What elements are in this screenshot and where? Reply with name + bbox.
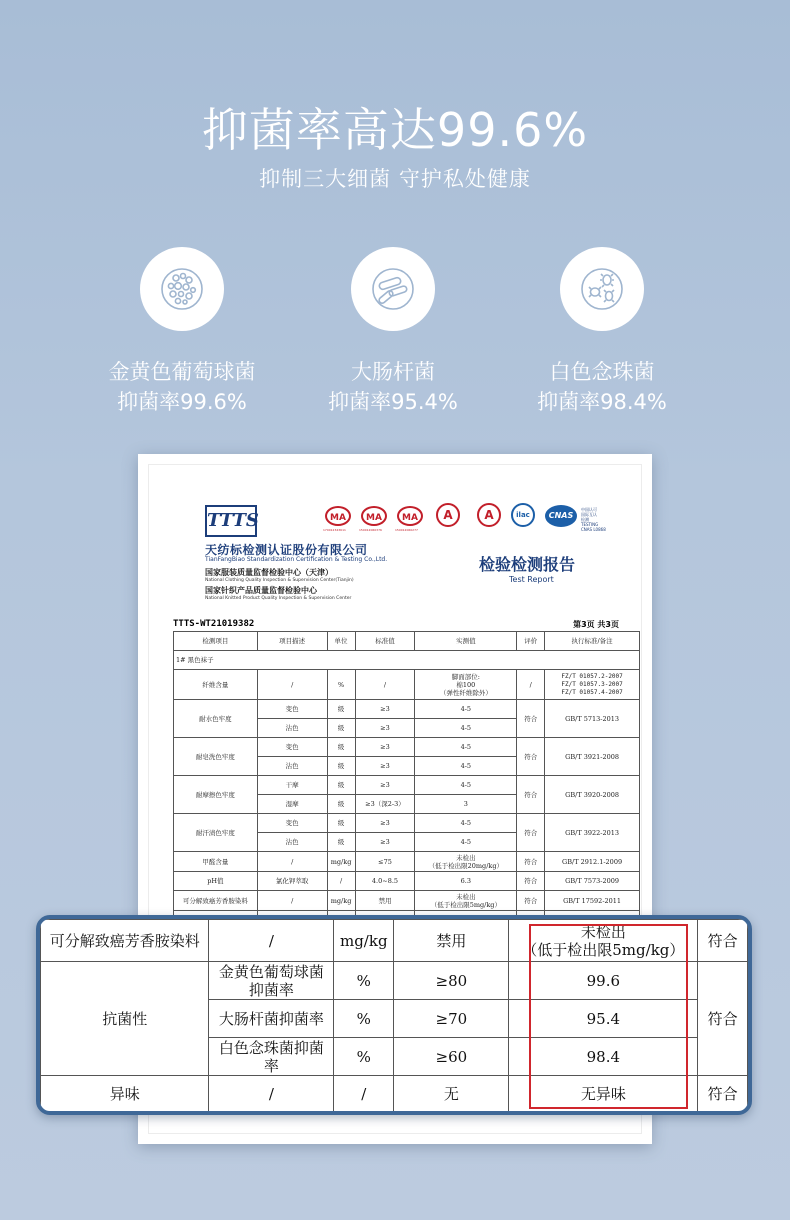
unit-cell: mg/kg — [334, 920, 394, 962]
hero-subtitle: 抑制三大细菌 守护私处健康 — [259, 167, 531, 191]
document-number: TTTS-WT21019382 — [173, 619, 255, 629]
table-header-row — [174, 632, 640, 651]
table-row — [41, 920, 748, 962]
unit-cell: / — [334, 1076, 394, 1112]
table-row — [41, 1076, 748, 1112]
standard-cell: ≥70 — [394, 1000, 509, 1038]
unit-cell: % — [334, 962, 394, 1000]
table-row: 纤维含量 / % / 脚面部位: 棉100 （弹性纤维除外） / FZ/T 01057.2-2007 FZ/T 01057.3-2007 FZ/T 01057.4-2007 — [174, 670, 640, 700]
table-row: 耐摩擦色牢度 干摩 级 ≥3 4-5 符合 GB/T 3920-2008 — [174, 776, 640, 795]
cal-mark-1: A — [436, 503, 460, 527]
cma-seal-3: MA — [397, 506, 423, 526]
sample-row: 1# 黑色袜子 — [174, 651, 640, 670]
zoomed-results-table — [40, 919, 748, 1112]
col-header: 执行标准/备注 — [545, 632, 640, 651]
feature-rate: 抑菌率99.6% — [117, 390, 247, 414]
ilac-mark: ilac — [511, 503, 535, 527]
table-row: 耐水色牢度 变色 级 ≥3 4-5 符合 GB/T 5713-2013 — [174, 700, 640, 719]
unit-cell: % — [334, 1000, 394, 1038]
cma-seal-2-code: 150012060376 — [359, 528, 382, 532]
rod-bacteria-icon — [351, 247, 435, 331]
col-header: 评价 — [517, 632, 545, 651]
cma-seal-2: MA — [361, 506, 387, 526]
col-header: 检测项目 — [174, 632, 258, 651]
org-name-en: TianFangBiao Standardization Certification & Testing Co.,Ltd. — [205, 556, 388, 563]
cma-seal-3-code: 150012060277 — [395, 528, 418, 532]
page-indicator: 第3页 共3页 — [573, 620, 619, 629]
standard-cell: ≥60 — [394, 1038, 509, 1076]
zoomed-table-panel — [36, 915, 752, 1115]
desc-cell: 白色念珠菌抑菌率 — [209, 1038, 334, 1076]
report-title-en: Test Report — [509, 575, 554, 584]
report-table — [173, 631, 640, 930]
item-cell: 抗菌性 — [41, 962, 209, 1076]
cma-seal-1: MA — [325, 506, 351, 526]
table-row: 可分解致癌芳香胺染料 / mg/kg 禁用 未检出 （低于检出限5mg/kg） 符合 GB/T 17592-2011 — [174, 891, 640, 911]
standard-cell: ≥80 — [394, 962, 509, 1000]
feature-name: 大肠杆菌 — [351, 360, 435, 384]
hero-title: 抑菌率高达99.6% — [201, 103, 589, 157]
item-cell: 异味 — [41, 1076, 209, 1112]
desc-cell: 大肠杆菌抑菌率 — [209, 1000, 334, 1038]
feature-rate: 抑菌率98.4% — [537, 390, 667, 414]
cocci-bacteria-icon — [140, 247, 224, 331]
cma-seal-1-code: 170012343611 — [323, 528, 346, 532]
org-name-cn: 天纺标检测认证股份有限公司 — [205, 543, 368, 557]
unit-cell: % — [334, 1038, 394, 1076]
col-header: 实测值 — [415, 632, 517, 651]
table-row: 甲醛含量 / mg/kg ≤75 未检出 （低于检出限20mg/kg） 符合 GB/T 2912.1-2009 — [174, 852, 640, 872]
cal-mark-2: A — [477, 503, 501, 527]
cnas-mark: CNAS — [545, 505, 577, 527]
col-header: 单位 — [327, 632, 355, 651]
eval-cell: 符合 — [698, 920, 748, 962]
feature-rate: 抑菌率95.4% — [328, 390, 458, 414]
table-row: 沾色 级 ≥3 4-5 — [174, 719, 640, 738]
col-header: 标准值 — [355, 632, 415, 651]
desc-cell: 金黄色葡萄球菌抑菌率 — [209, 962, 334, 1000]
feature-ecoli — [283, 247, 503, 417]
item-cell: 可分解致癌芳香胺染料 — [41, 920, 209, 962]
desc-cell: / — [209, 1076, 334, 1112]
feature-staphylococcus — [72, 247, 292, 417]
knitted-center-en: National Knitted Product Quality Inspection & Supervision Center — [205, 596, 352, 601]
knitted-center-cn: 国家针织产品质量监督检验中心 — [205, 586, 317, 595]
standard-cell: 禁用 — [394, 920, 509, 962]
clothing-center-en: National Clothing Quality Inspection & Supervision Center(Tianjin) — [205, 578, 354, 583]
table-row: 湿摩 级 ≥3（深2-3） 3 — [174, 795, 640, 814]
standard-cell: 无 — [394, 1076, 509, 1112]
col-header: 项目描述 — [257, 632, 327, 651]
table-row: pH值 氯化钾萃取 / 4.0~8.5 6.3 符合 GB/T 7573-2009 — [174, 872, 640, 891]
measured-cell: 无异味 — [509, 1076, 698, 1112]
measured-cell: 95.4 — [509, 1000, 698, 1038]
table-row: 沾色 级 ≥3 4-5 — [174, 757, 640, 776]
fungus-cells-icon — [560, 247, 644, 331]
measured-cell: 98.4 — [509, 1038, 698, 1076]
measured-cell: 未检出 （低于检出限5mg/kg） — [509, 920, 698, 962]
ttts-logo: TTTS — [205, 505, 257, 537]
desc-cell: / — [209, 920, 334, 962]
eval-cell: 符合 — [698, 1076, 748, 1112]
feature-name: 金黄色葡萄球菌 — [108, 360, 256, 384]
table-row: 耐皂洗色牢度 变色 级 ≥3 4-5 符合 GB/T 3921-2008 — [174, 738, 640, 757]
measured-cell: 99.6 — [509, 962, 698, 1000]
table-row: 耐汗渍色牢度 变色 级 ≥3 4-5 符合 GB/T 3922-2013 — [174, 814, 640, 833]
report-title-cn: 检验检测报告 — [479, 555, 576, 574]
feature-name: 白色念珠菌 — [549, 360, 655, 384]
table-row: 沾色 级 ≥3 4-5 — [174, 833, 640, 852]
eval-cell: 符合 — [698, 962, 748, 1076]
table-row — [41, 962, 748, 1000]
cnas-caption: 中国认可 国际互认 检测 TESTING CNAS L0868 — [581, 507, 606, 532]
clothing-center-cn: 国家服装质量监督检验中心（天津） — [205, 568, 333, 577]
feature-candida — [492, 247, 712, 417]
